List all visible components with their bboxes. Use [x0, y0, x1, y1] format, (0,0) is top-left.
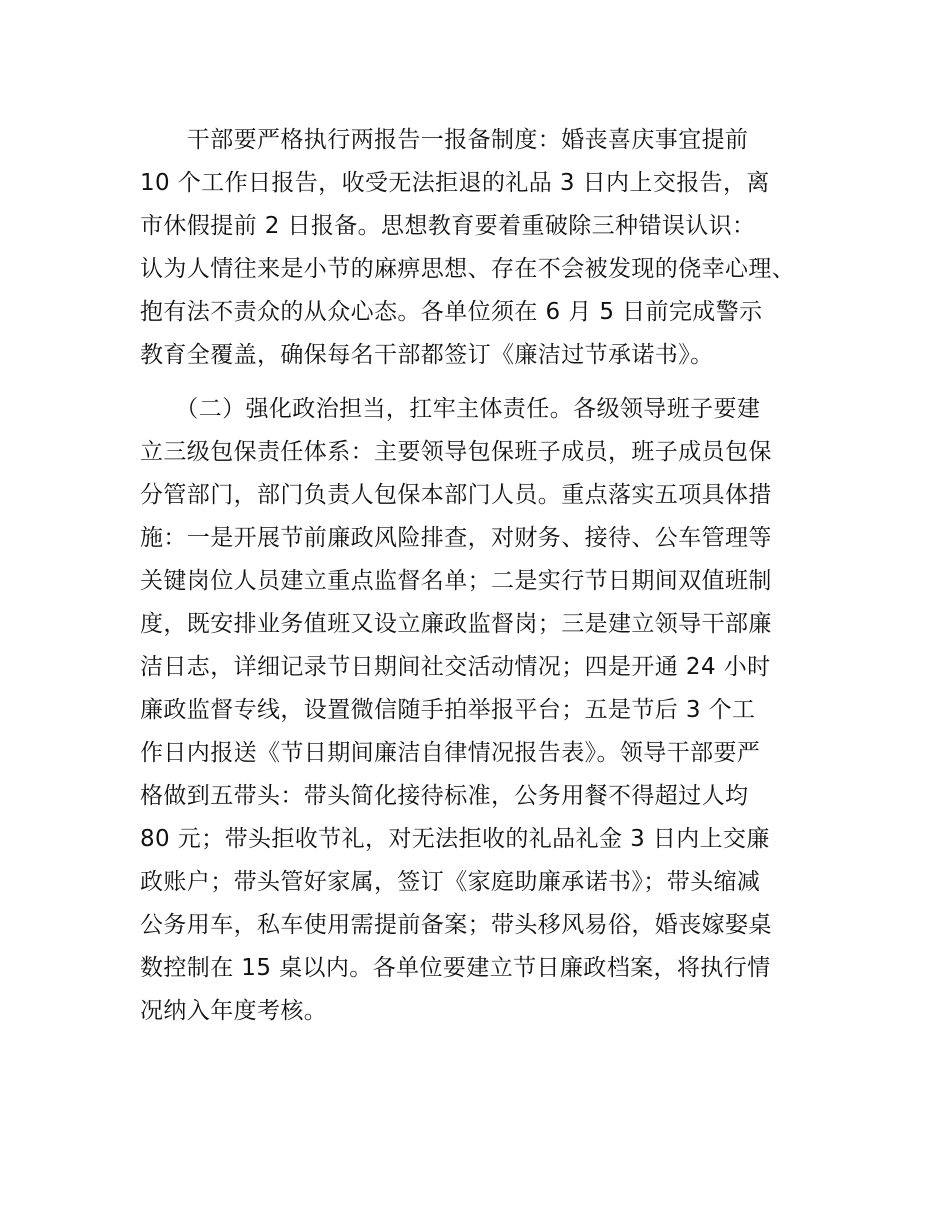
text-line: 公务用车，私车使用需提前备案；带头移风易俗，婚丧嫁娶桌 [140, 912, 772, 938]
text-line: 作日内报送《节日期间廉洁自律情况报告表》。领导干部要严 [140, 740, 761, 766]
text-line: 施：一是开展节前廉政风险排查，对财务、接待、公车管理等 [140, 525, 772, 551]
text-line: 市休假提前 2 日报备。思想教育要着重破除三种错误认识： [140, 213, 756, 239]
text-line: 政账户；带头管好家属，签订《家庭助廉承诺书》；带头缩减 [140, 869, 761, 895]
text-line: 度，既安排业务值班又设立廉政监督岗；三是建立领导干部廉 [140, 611, 772, 637]
text-line: 格做到五带头：带头简化接待标准，公务用餐不得超过人均 [140, 783, 749, 809]
text-line: 关键岗位人员建立重点监督名单；二是实行节日期间双值班制 [140, 568, 772, 594]
text-line: 数控制在 15 桌以内。各单位要建立节日廉政档案，将执行情 [140, 955, 771, 981]
text-line: 80 元；带头拒收节礼，对无法拒收的礼品礼金 3 日内上交廉 [140, 826, 770, 852]
text-line: 教育全覆盖，确保每名干部都签订《廉洁过节承诺书》。 [140, 342, 714, 368]
text-line: 廉政监督专线，设置微信随手拍举报平台；五是节后 3 个工 [140, 697, 756, 723]
text-line: 况纳入年度考核。 [140, 998, 328, 1024]
text-line: 干部要严格执行两报告一报备制度：婚丧喜庆事宜提前 [140, 127, 749, 153]
section-heading-line: （二）强化政治担当，扛牢主体责任。各级领导班子要建 [140, 396, 761, 422]
text-line: 抱有法不责众的从众心态。各单位须在 6 月 5 日前完成警示 [140, 299, 763, 325]
text-line: 认为人情往来是小节的麻痹思想、存在不会被发现的侥幸心理、 [140, 256, 796, 282]
text-line: 分管部门，部门负责人包保本部门人员。重点落实五项具体措 [140, 482, 772, 508]
text-line: 洁日志，详细记录节日期间社交活动情况；四是开通 24 小时 [140, 654, 771, 680]
text-line: 10 个工作日报告，收受无法拒退的礼品 3 日内上交报告，离 [140, 170, 770, 196]
text-line: 立三级包保责任体系：主要领导包保班子成员，班子成员包保 [140, 439, 772, 465]
